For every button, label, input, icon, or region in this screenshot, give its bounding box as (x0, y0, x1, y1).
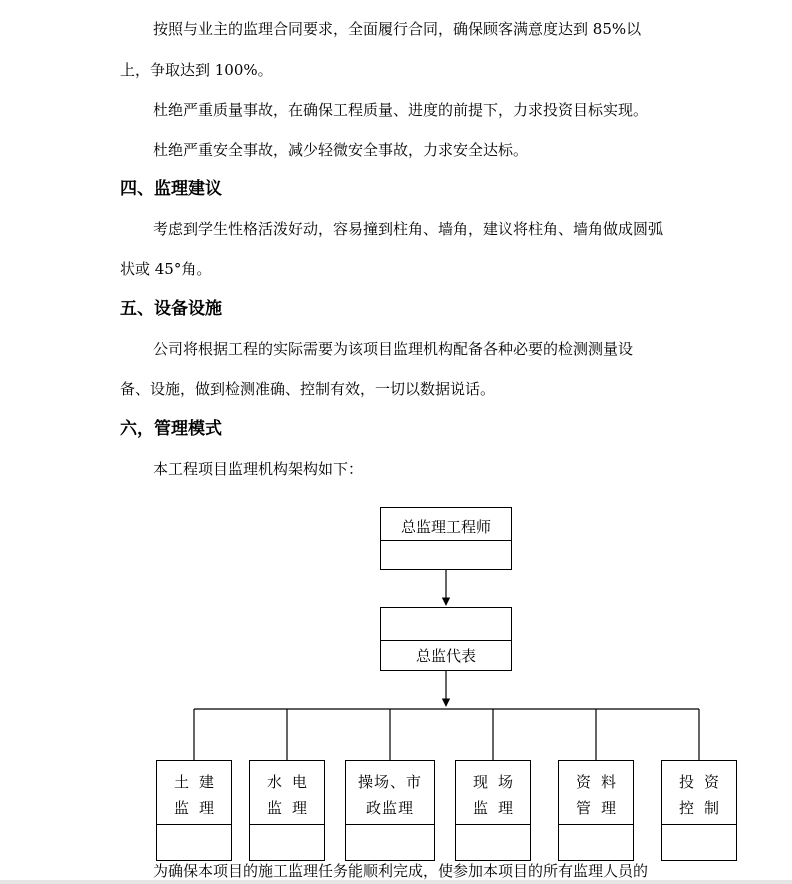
chief-engineer-label: 总监理工程师 (400, 518, 491, 536)
paragraph-line: 杜绝严重安全事故，减少轻微安全事故，力求安全达标。 (153, 141, 529, 159)
paragraph-line: 为确保本项目的施工监理任务能顺利完成，使参加本项目的所有监理人员的 (153, 862, 649, 880)
page-bottom-edge (0, 880, 792, 884)
dept-label-line1: 投资 (678, 773, 729, 791)
section-heading: 六，管理模式 (120, 419, 222, 439)
paragraph-line: 上，争取达到 100%。 (120, 61, 273, 79)
dept-box-water-electric (249, 760, 325, 861)
chief-engineer-box (380, 507, 512, 570)
paragraph-line: 备、设施，做到检测准确、控制有效，一切以数据说话。 (120, 380, 496, 398)
dept-label-line2: 监理 (472, 799, 523, 817)
paragraph-line: 按照与业主的监理合同要求，全面履行合同，确保顾客满意度达到 85%以 (153, 20, 642, 38)
paragraph-line: 状或 45°角。 (120, 260, 212, 278)
box-divider (250, 824, 324, 825)
section-heading: 五、设备设施 (120, 299, 222, 319)
dept-label-line1: 操场、市 (357, 773, 422, 791)
deputy-box (380, 607, 512, 671)
dept-label-line1: 现场 (472, 773, 523, 791)
section-heading: 四、监理建议 (120, 179, 222, 199)
dept-label-line1: 土建 (173, 773, 224, 791)
box-divider (157, 824, 231, 825)
box-divider (456, 824, 530, 825)
dept-label-line2: 控制 (678, 799, 729, 817)
paragraph-line: 本工程项目监理机构架构如下： (153, 460, 364, 478)
dept-label-line2: 政监理 (365, 799, 414, 817)
paragraph-line: 杜绝严重质量事故，在确保工程质量、进度的前提下，力求投资目标实现。 (153, 101, 649, 119)
dept-box-civil (156, 760, 232, 861)
paragraph-line: 公司将根据工程的实际需要为该项目监理机构配备各种必要的检测测量设 (153, 340, 634, 358)
dept-box-investment (661, 760, 737, 861)
box-divider (346, 824, 434, 825)
dept-label-line2: 管理 (575, 799, 626, 817)
paragraph-line: 考虑到学生性格活泼好动，容易撞到柱角、墙角，建议将柱角、墙角做成圆弧 (153, 220, 664, 238)
dept-label-line1: 资料 (575, 773, 626, 791)
dept-label-line2: 监理 (266, 799, 317, 817)
box-divider (662, 824, 736, 825)
box-divider (381, 540, 511, 541)
dept-label-line1: 水电 (266, 773, 317, 791)
box-divider (559, 824, 633, 825)
dept-label-line2: 监理 (173, 799, 224, 817)
dept-box-documents (558, 760, 634, 861)
dept-box-site (455, 760, 531, 861)
deputy-label: 总监代表 (415, 647, 476, 665)
dept-box-playground (345, 760, 435, 861)
box-divider (381, 640, 511, 641)
